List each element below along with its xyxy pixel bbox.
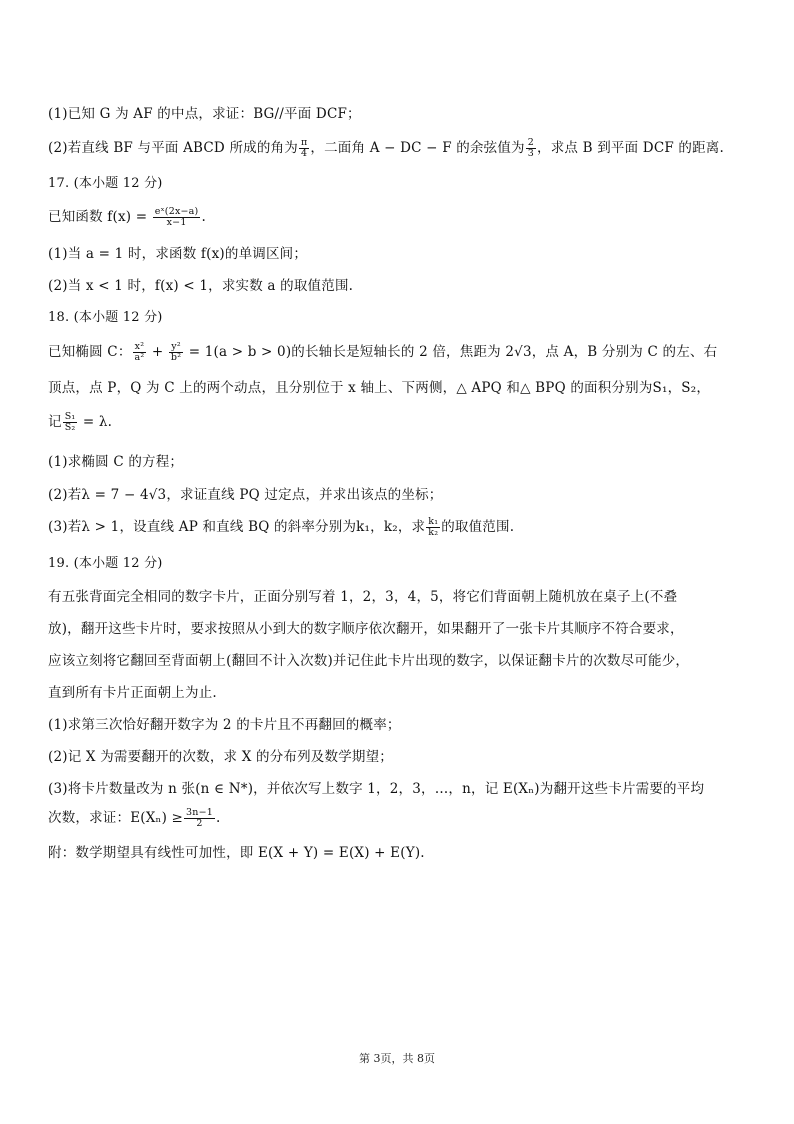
q16-part2-mid: ，二面角 A − DC − F 的余弦值为 <box>310 140 525 156</box>
q19-stem-line2: 放)，翻开这些卡片时，要求按照从小到大的数字顺序依次翻开，如果翻开了一张卡片其顺序不符合要求， <box>48 621 684 637</box>
fraction-y2-b2: $\frac{\text{y²}}{\text{b²}}$ <box>170 341 182 363</box>
q19-part2: (2)记 X 为需要翻开的次数，求 X 的分布列及数学期望； <box>48 749 394 765</box>
q16-part2 <box>48 138 748 159</box>
q16-part2-end: ，求点 B 到平面 DCF 的距离. <box>537 140 724 156</box>
fraction-pi-over-4: $\frac{\pi}{4}$ <box>300 137 308 159</box>
q17-part1: (1)当 a = 1 时，求函数 f(x)的单调区间； <box>48 246 308 262</box>
fraction-2-over-3: $\frac{2}{3}$ <box>527 137 534 159</box>
q17-part2: (2)当 x < 1 时，f(x) < 1，求实数 a 的取值范围. <box>48 278 354 294</box>
q19-part3-line1: (3)将卡片数量改为 n 张(n ∈ N*)，并依次写上数字 1，2，3，…，n，记 E(Xₙ)为翻开这些卡片需要的平均 <box>48 781 705 797</box>
q16-part1 <box>48 104 748 124</box>
q16-part2-text: (2)若直线 BF 与平面 ABCD 所成的角为 <box>48 140 298 156</box>
q18-stem-text: 已知椭圆 C： <box>48 344 132 360</box>
q18-part2: (2)若λ = 7 − 4√3，求证直线 PQ 过定点，并求出该点的坐标； <box>48 487 443 503</box>
q17-stem: 已知函数 f(x) = $\frac{\text{eˣ(2x−a)}}{x-1}$ . <box>48 206 206 228</box>
page-footer: 第 3页，共 8页 <box>359 1052 435 1065</box>
q19-header: 19. (本小题 12 分) <box>48 556 163 571</box>
q18-part3: (3)若λ > 1，设直线 AP 和直线 BQ 的斜率分别为k₁，k₂，求 $\frac{\text{k₁}}{\text{k₂}}$ 的取值范围. <box>48 516 515 538</box>
fraction-k1-k2: $\frac{\text{k₁}}{\text{k₂}}$ <box>428 516 439 538</box>
q18-part1: (1)求椭圆 C 的方程； <box>48 454 184 470</box>
q19-stem-line4: 直到所有卡片正面朝上为止. <box>48 685 217 701</box>
q18-stem-line1: 已知椭圆 C： $\frac{\text{x²}}{\text{a²}}$ + $\frac{\text{y²}}{\text{b²}}$ = 1(a > b > 0)的长轴长是短轴长的 2 倍，焦距为 2√3，点 A，B 分别为 C 的左、右 <box>48 341 718 363</box>
appendix-note: 附：数学期望具有线性可加性，即 E(X + Y) = E(X) + E(Y). <box>48 845 425 861</box>
q18-header: 18. (本小题 12 分) <box>48 310 163 325</box>
q17-stem-text: 已知函数 f(x) = <box>48 209 148 225</box>
q19-stem-line3: 应该立刻将它翻回至背面朝上(翻回不计入次数)并记住此卡片出现的数字，以保证翻卡片的次数尽可能少， <box>48 653 690 669</box>
q19-part3-line2: 次数，求证：E(Xₙ) ≥ $\frac{3n-1}{2}$ . <box>48 807 221 829</box>
fraction-fx: $\frac{\text{eˣ(2x−a)}}{x-1}$ <box>154 206 199 228</box>
q17-header: 17. (本小题 12 分) <box>48 176 163 191</box>
q18-stem-line2: 顶点，点 P，Q 为 C 上的两个动点，且分别位于 x 轴上、下两侧，△ APQ 和△ BPQ 的面积分别为S₁，S₂， <box>48 380 711 396</box>
q16-part1-text: (1)已知 G 为 AF 的中点，求证：BG//平面 DCF； <box>48 106 361 122</box>
q19-part1: (1)求第三次恰好翻开数字为 2 的卡片且不再翻回的概率； <box>48 717 401 733</box>
fraction-x2-a2: $\frac{\text{x²}}{\text{a²}}$ <box>134 341 145 363</box>
q19-stem-line1: 有五张背面完全相同的数字卡片，正面分别写着 1，2，3，4，5，将它们背面朝上随机放在桌子上(不叠 <box>48 589 678 605</box>
fraction-3n-1-over-2: $\frac{3n-1}{2}$ <box>186 807 214 829</box>
fraction-s1-s2: $\frac{\text{S₁}}{\text{S₂}}$ <box>64 411 76 433</box>
q18-stem-line3: 记 $\frac{\text{S₁}}{\text{S₂}}$ = λ. <box>48 411 113 433</box>
